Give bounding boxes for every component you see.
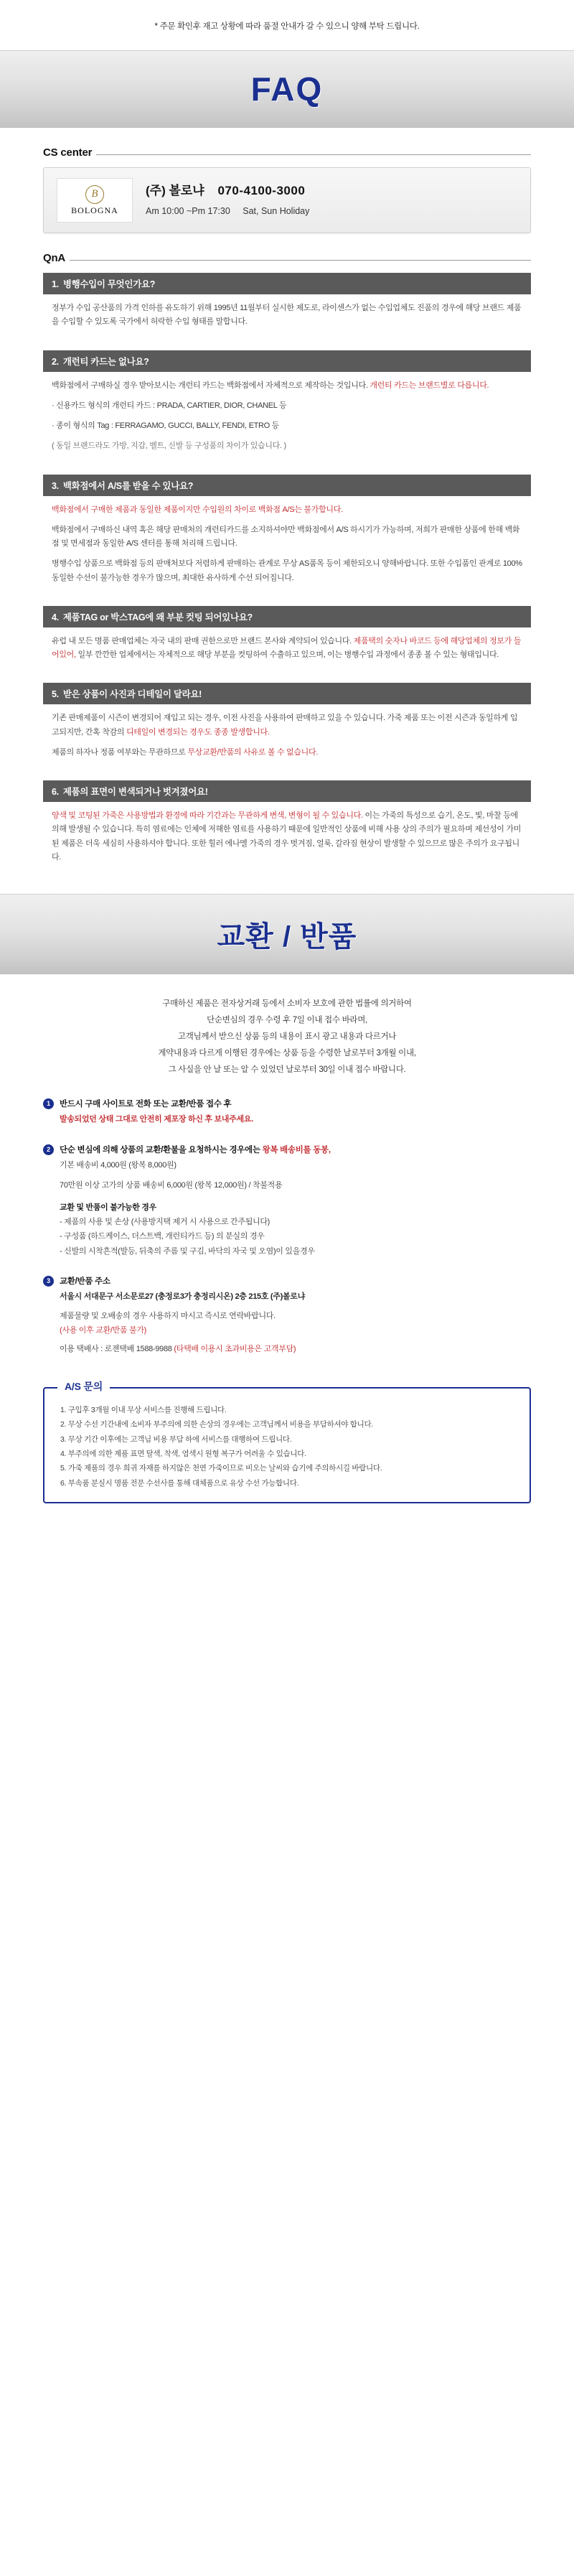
qna-question-text: 제품TAG or 박스TAG에 왜 부분 컷팅 되어있나요? bbox=[62, 612, 253, 622]
qna-number: 1. bbox=[52, 279, 59, 289]
qna-number: 6. bbox=[52, 787, 59, 797]
qna-number: 5. bbox=[52, 689, 59, 700]
qna-question[interactable] bbox=[43, 683, 531, 704]
qna-bullet: · 신용카드 형식의 개런티 카드 : PRADA, CARTIER, DIOR, CHANEL 등 bbox=[52, 401, 287, 410]
qna-label: QnA bbox=[43, 252, 66, 264]
qna-answer bbox=[43, 294, 531, 337]
qna-question-text: 병행수입이 무엇인가요? bbox=[62, 279, 156, 289]
qna-item bbox=[43, 683, 531, 767]
qna-answer bbox=[43, 627, 531, 671]
return-item bbox=[0, 1271, 574, 1360]
qna-number: 2. bbox=[52, 356, 59, 367]
return-intro-line: 구매하신 제품은 전자상거래 등에서 소비자 보호에 관한 법률에 의거하여 bbox=[162, 999, 412, 1008]
qna-item bbox=[43, 780, 531, 872]
qna-answer-line: 백화점에서 구매하실 경우 받아보시는 개런티 카드는 백화점에서 자체적으로 제작하는 것입니다. 개런티 카드는 브랜드별로 다릅니다. bbox=[52, 381, 489, 390]
return-item-body bbox=[60, 1143, 531, 1259]
cs-company-name: (주) 볼로냐 bbox=[146, 184, 204, 198]
qna-answer-emphasis: 개런티 카드는 브랜드별로 다릅니다. bbox=[370, 381, 489, 390]
return-intro-line: 고객님께서 받으신 상품 등의 내용이 표시 광고 내용과 다르거나 bbox=[177, 1032, 397, 1041]
logo-mark-icon: B bbox=[85, 185, 104, 204]
qna-answer-emphasis: 양색 및 코팅된 가죽은 사용방법과 환경에 따라 기간과는 무관하게 변색, 변형이 될 수 있습니다. bbox=[52, 811, 363, 820]
heading-rule bbox=[70, 260, 531, 261]
cs-center-box bbox=[43, 167, 531, 233]
qna-question[interactable] bbox=[43, 780, 531, 802]
cs-info bbox=[146, 182, 309, 219]
return-item bbox=[0, 1094, 574, 1130]
qna-note: ( 동일 브랜드라도 가방, 지갑, 벨트, 신발 등 구성품의 차이가 있습니다. ) bbox=[52, 442, 286, 451]
heading-rule bbox=[96, 154, 531, 155]
qna-answer-emphasis: 디테일이 변경되는 경우도 종종 발생합니다. bbox=[126, 727, 270, 737]
qna-item bbox=[43, 606, 531, 671]
qna-number: 3. bbox=[52, 480, 59, 491]
qna-answer-line: 정부가 수입 공산품의 가격 인하를 유도하기 위해 1995년 11월부터 실시한 제도로, 라이센스가 없는 수입업체도 진품의 경우에 해당 브랜드 제품을 수입할 수 있도록 국가에서 허락한 수입 형태를 말합니다. bbox=[52, 304, 522, 327]
return-courier-note: (타택배 이용시 초과비용은 고객부담) bbox=[174, 1345, 296, 1354]
qna-question-text: 받은 상품이 사진과 디테일이 달라요! bbox=[62, 689, 202, 700]
return-intro bbox=[0, 974, 574, 1084]
content-wrap bbox=[0, 146, 574, 872]
return-item-body bbox=[60, 1274, 531, 1357]
qna-heading bbox=[43, 252, 531, 264]
qna-item bbox=[43, 475, 531, 593]
as-list-item: 2. 무상 수선 기간내에 소비자 부주의에 의한 손상의 경우에는 고객님께서 비용을 부담하셔야 합니다. bbox=[60, 1420, 373, 1429]
return-item bbox=[0, 1140, 574, 1261]
qna-question-text: 제품의 표면이 변색되거나 벗겨졌어요! bbox=[62, 787, 208, 797]
return-item-row bbox=[43, 1097, 531, 1127]
qna-answer-line: 유럽 내 모든 명품 판매업체는 자국 내의 판매 권한으로만 브랜드 본사와 계약되어 있습니다. 제품택의 숫자나 바코드 등에 해당업체의 정보가 들어있어, 일부 깐깐한 업체에서는 자체적으로 해당 부분을 컷팅하여 수출하고 있으며, 이는 병행수입 과정에서 종종 볼 수 있는 형태입니다. bbox=[52, 636, 522, 659]
return-item-row bbox=[43, 1143, 531, 1259]
logo-wordmark: BOLOGNA bbox=[71, 205, 118, 215]
return-item-title: 단순 변심에 의해 상품의 교환/환불을 요청하시는 경우에는 왕복 배송비를 동봉, bbox=[60, 1145, 331, 1154]
bologna-logo bbox=[57, 178, 133, 223]
return-item-row bbox=[43, 1274, 531, 1357]
qna-number: 4. bbox=[52, 612, 59, 622]
cs-company-line bbox=[146, 182, 309, 200]
return-intro-line: 계약내용과 다르게 이행된 경우에는 상품 등을 수령한 날로부터 3개월 이내, bbox=[158, 1049, 416, 1058]
cs-hours-line bbox=[146, 205, 309, 218]
top-note: * 주문 확인후 재고 상황에 따라 품절 안내가 갈 수 있으니 양해 부탁 드립니다. bbox=[154, 22, 420, 31]
qna-question[interactable] bbox=[43, 273, 531, 294]
qna-answer-line: 기존 판매제품이 시즌이 변경되어 재입고 되는 경우, 이전 사진을 사용하여 판매하고 있을 수 있습니다. 가죽 제품 또는 이전 시즌과 동일하게 입고되지만, 간혹 착감의 디테일이 변경되는 경우도 종종 발생합니다. bbox=[52, 714, 518, 737]
qna-question[interactable] bbox=[43, 475, 531, 496]
return-item-line: 70만원 이상 고가의 상품 배송비 6,000원 (왕복 12,000원) / 착불적용 bbox=[60, 1181, 283, 1190]
qna-answer bbox=[43, 802, 531, 872]
as-list-item: 5. 가죽 제품의 경우 희귀 자재를 하지않은 천연 가죽이므로 비오는 날씨와 습기에 주의하시길 바랍니다. bbox=[60, 1464, 382, 1473]
qna-bullet: · 종이 형식의 Tag : FERRAGAMO, GUCCI, BALLY, FENDI, ETRO 등 bbox=[52, 421, 280, 430]
footer-spacer bbox=[0, 1532, 574, 1561]
cs-hours: Am 10:00 ~Pm 17:30 bbox=[146, 206, 230, 217]
qna-answer-emphasis: 무상교환/반품의 사유로 볼 수 없습니다. bbox=[187, 747, 319, 757]
exchange-title: 교환 / 반품 bbox=[217, 920, 357, 953]
return-item-title: 반드시 구매 사이트로 전화 또는 교환/반품 접수 후 bbox=[60, 1100, 232, 1109]
as-list-item: 1. 구입후 3개월 이내 무상 서비스를 진행해 드립니다. bbox=[60, 1405, 227, 1414]
return-item-subhead: 교환 및 반품이 불가능한 경우 bbox=[60, 1203, 156, 1212]
return-intro-line: 단순변심의 경우 수령 후 7일 이내 접수 바라며, bbox=[207, 1016, 367, 1025]
qna-answer-line: 제품의 하자나 정품 여부와는 무관하므로 무상교환/반품의 사유로 볼 수 없습니다. bbox=[52, 747, 319, 757]
qna-question-text: 백화점에서 A/S를 받을 수 있나요? bbox=[62, 480, 194, 491]
return-courier-line: 이용 택배사 : 로젠택배 1588-9988 (타택배 이용시 초과비용은 고객부담) bbox=[60, 1345, 296, 1354]
as-box bbox=[43, 1380, 531, 1504]
as-list bbox=[57, 1403, 517, 1491]
qna-question[interactable] bbox=[43, 350, 531, 372]
qna-answer bbox=[43, 704, 531, 767]
return-item-badge: 1 bbox=[43, 1098, 54, 1109]
qna-answer-emphasis: 제품택의 숫자나 바코드 등에 해당업체의 정보가 들어있어, bbox=[52, 636, 522, 659]
qna-answer-highlight: 백화점에서 구매한 제품과 동일한 제품이지만 수입원의 차이로 백화점 A/S는 불가합니다. bbox=[52, 505, 343, 514]
faq-banner bbox=[0, 50, 574, 128]
return-item-badge: 3 bbox=[43, 1276, 54, 1287]
return-item-line: 발송되었던 상태 그대로 안전히 제포장 하신 후 보내주세요. bbox=[60, 1115, 253, 1124]
exchange-banner bbox=[0, 894, 574, 974]
qna-question-text: 개런티 카드는 없나요? bbox=[62, 356, 149, 367]
as-title: A/S 문의 bbox=[57, 1379, 110, 1394]
as-list-item: 6. 부속품 분실시 명품 전문 수선사를 통해 대체품으로 유상 수선 가능합니다. bbox=[60, 1478, 299, 1488]
as-section bbox=[0, 1360, 574, 1533]
return-item-emphasis: 왕복 배송비를 동봉, bbox=[262, 1145, 331, 1154]
return-item-line: (사용 이후 교환/반품 불가) bbox=[60, 1325, 147, 1335]
return-item-body bbox=[60, 1097, 531, 1127]
qna-answer bbox=[43, 496, 531, 593]
return-item-subline: - 제품의 사용 및 손상 (사용방지택 제거 시 사용으로 간주됩니다) bbox=[60, 1217, 270, 1226]
qna-answer-line: 병행수입 상품으로 백화점 등의 판매처보다 저렴하게 판매하는 관계로 무상 AS품목 등이 제한되오니 양해바랍니다. 또한 수입품인 관계로 100% 동일한 수선이 불가능한 경우가 많으며, 최대한 유사하게 수선 되어집니다. bbox=[52, 559, 522, 582]
as-list-item: 3. 무상 기간 이후에는 고객님 비용 부담 하에 서비스를 대행하여 드립니다. bbox=[60, 1434, 292, 1444]
return-item-line: 기본 배송비 4,000원 (왕복 8,000원) bbox=[60, 1160, 177, 1170]
cs-center-label: CS center bbox=[43, 146, 93, 159]
qna-item bbox=[43, 350, 531, 462]
qna-answer bbox=[43, 372, 531, 462]
qna-item bbox=[43, 273, 531, 337]
as-list-item: 4. 부주의에 의한 제품 표면 탈색, 착색, 염색시 원형 복구가 어려울 수 있습니다. bbox=[60, 1449, 306, 1458]
cs-center-heading bbox=[43, 146, 531, 159]
faq-title: FAQ bbox=[250, 70, 324, 108]
return-item-badge: 2 bbox=[43, 1144, 54, 1155]
qna-question[interactable] bbox=[43, 606, 531, 627]
qna-answer-line: 백화점에서 구매하신 내역 혹은 해당 판매처의 개런티카드를 소지하셔야만 백화점에서 A/S 하시기가 가능하며, 저희가 판매한 상품에 한해 백화점 및 면세점과 동일한 A/S 센터를 통해 처리해 드립니다. bbox=[52, 525, 520, 548]
return-intro-line: 그 사실을 안 날 또는 알 수 있었던 날로부터 30일 이내 접수 바랍니다. bbox=[168, 1065, 406, 1074]
return-item-subline: - 구성품 (하드케이스, 더스트백, 개런티카드 등) 의 분실의 경우 bbox=[60, 1232, 265, 1241]
return-item-subline: - 신발의 시착흔적(발등, 뒤축의 주름 및 구김, 바닥의 자국 및 오염)이 있을경우 bbox=[60, 1246, 315, 1256]
return-address: 서울시 서대문구 서소문로27 (충정로3가 충정리시온) 2층 215호 (주)볼로냐 bbox=[60, 1292, 305, 1302]
qna-answer-line: 양색 및 코팅된 가죽은 사용방법과 환경에 따라 기간과는 무관하게 변색, 변형이 될 수 있습니다. 이는 가죽의 특성으로 습기, 온도, 빛, 마찰 등에 의해 발생될 수 있습니다. 특히 염료에는 인체에 저해한 염료를 사용하기 때문에 일반적인 상품에 비해 사용 상의 주의가 필요하며 제선성이 가미된 제품은 더욱 세심히 사용하셔야 합니다. 또한 힐러 에나멜 가죽의 경우 벗겨짐, 얼룩, 갈라짐 현상이 발생할 수 있으므로 많은 주의가 요구됩니다. bbox=[52, 811, 522, 862]
cs-holiday: Sat, Sun Holiday bbox=[243, 206, 310, 217]
return-item-title: 교환/반품 주소 bbox=[60, 1277, 110, 1286]
cs-telephone: 070-4100-3000 bbox=[217, 184, 306, 198]
return-item-line: 제품물량 및 오배송의 경우 사용하지 마시고 즉시로 연락바랍니다. bbox=[60, 1311, 276, 1320]
